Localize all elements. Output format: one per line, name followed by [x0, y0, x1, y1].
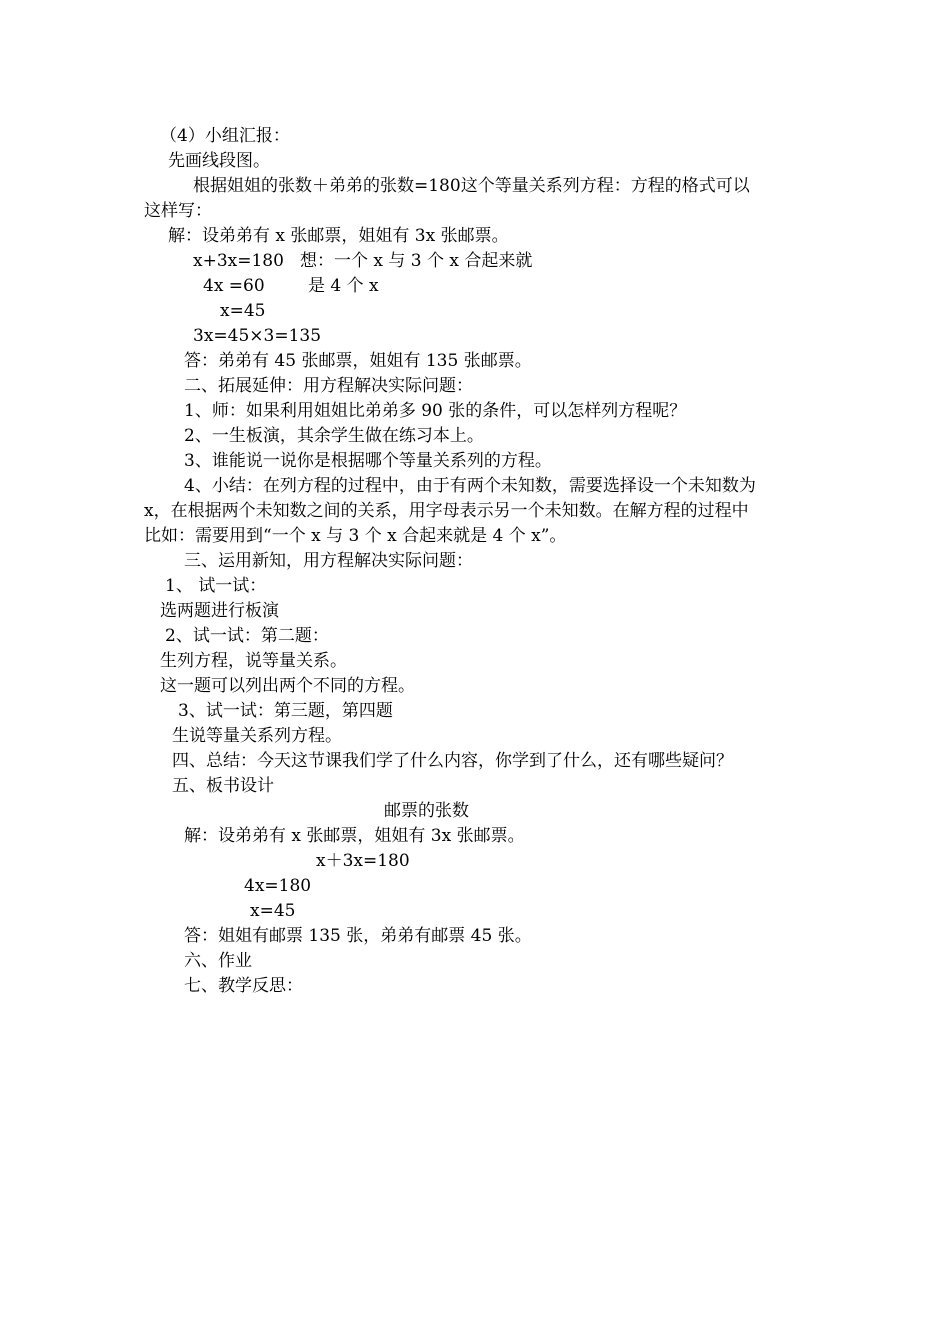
equation-line: x=45 — [250, 901, 296, 921]
section-heading: 四、总结：今天这节课我们学了什么内容，你学到了什么，还有哪些疑问？ — [172, 751, 733, 771]
text-line: 生列方程，说等量关系。 — [160, 651, 347, 671]
text-line: 解：设弟弟有 x 张邮票，姐姐有 3x 张邮票。 — [168, 226, 509, 246]
text-line: x，在根据两个未知数之间的关系，用字母表示另一个未知数。在解方程的过程中 — [144, 501, 749, 521]
text-line: 生说等量关系列方程。 — [172, 726, 342, 746]
annotation-text: 想：一个 x 与 3 个 x 合起来就 — [300, 251, 533, 271]
equation-line: x+3x=180 — [193, 251, 284, 271]
text-line: 3、谁能说一说你是根据哪个等量关系列的方程。 — [184, 451, 552, 471]
section-heading: 七、教学反思： — [184, 976, 303, 996]
section-heading: 六、作业 — [184, 951, 252, 971]
text-line: 这一题可以列出两个不同的方程。 — [160, 676, 415, 696]
section-heading: 二、拓展延伸：用方程解决实际问题： — [184, 376, 473, 396]
text-line: 比如：需要用到“一个 x 与 3 个 x 合起来就是 4 个 x”。 — [144, 526, 567, 546]
section-heading: 五、板书设计 — [172, 776, 274, 796]
text-line: 答：弟弟有 45 张邮票，姐姐有 135 张邮票。 — [184, 351, 532, 371]
text-line: 1、 试一试： — [165, 576, 267, 596]
annotation-text: 是 4 个 x — [308, 276, 379, 296]
text-line: 1、师：如果利用姐姐比弟弟多 90 张的条件，可以怎样列方程呢？ — [184, 401, 687, 421]
text-line: 根据姐姐的张数＋弟弟的张数=180这个等量关系列方程：方程的格式可以 — [193, 176, 750, 196]
board-title: 邮票的张数 — [384, 801, 469, 821]
text-line: 答：姐姐有邮票 135 张，弟弟有邮票 45 张。 — [184, 926, 532, 946]
equation-line: x=45 — [220, 301, 266, 321]
equation-line: 4x=180 — [244, 876, 312, 896]
text-line: 4、小结：在列方程的过程中，由于有两个未知数，需要选择设一个未知数为 — [184, 476, 756, 496]
equation-line: x＋3x=180 — [316, 851, 410, 871]
text-line: 这样写： — [144, 201, 212, 221]
text-line: 2、试一试：第二题： — [165, 626, 329, 646]
text-line: 先画线段图。 — [168, 151, 270, 171]
equation-line: 4x =60 — [203, 276, 265, 296]
text-line: 选两题进行板演 — [160, 601, 279, 621]
text-line: （4）小组汇报： — [160, 126, 290, 146]
text-line: 解：设弟弟有 x 张邮票，姐姐有 3x 张邮票。 — [184, 826, 525, 846]
text-line: 3、试一试：第三题，第四题 — [178, 701, 393, 721]
text-line: 2、一生板演，其余学生做在练习本上。 — [184, 426, 484, 446]
equation-line: 3x=45×3=135 — [193, 326, 322, 346]
section-heading: 三、运用新知，用方程解决实际问题： — [184, 551, 473, 571]
